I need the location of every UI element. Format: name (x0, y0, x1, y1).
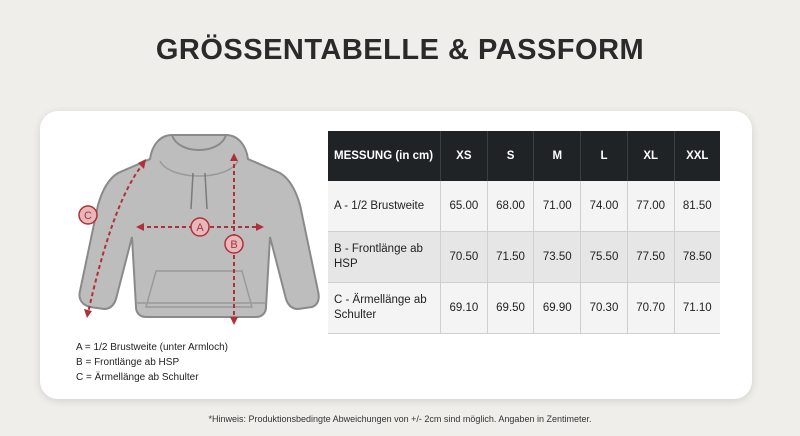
table-cell: 71.50 (487, 232, 534, 283)
table-cell: 77.00 (627, 181, 674, 232)
table-cell: 68.00 (487, 181, 534, 232)
hoodie-diagram (60, 121, 320, 336)
header-size-xs: XS (441, 131, 488, 181)
table-cell: 73.50 (534, 232, 581, 283)
row-label: C - Ärmellänge ab Schulter (328, 283, 441, 334)
table-cell: 75.50 (581, 232, 628, 283)
table-cell: 70.30 (581, 283, 628, 334)
header-size-l: L (581, 131, 628, 181)
size-table (328, 131, 720, 334)
row-label: B - Frontlänge ab HSP (328, 232, 441, 283)
header-size-xl: XL (627, 131, 674, 181)
table-cell: 70.50 (441, 232, 488, 283)
marker-b-label: B (230, 239, 238, 251)
header-measurement: MESSUNG (in cm) (328, 131, 441, 181)
table-row (328, 181, 720, 232)
table-row (328, 283, 720, 334)
header-size-s: S (487, 131, 534, 181)
table-cell: 71.00 (534, 181, 581, 232)
footnote: *Hinweis: Produktionsbedingte Abweichungen von +/- 2cm sind möglich. Angaben in Zentimeter. (208, 414, 592, 424)
page-title: GRÖSSENTABELLE & PASSFORM (155, 34, 645, 66)
legend-item-a: A = 1/2 Brustweite (unter Armloch) (76, 342, 229, 353)
table-cell: 69.50 (487, 283, 534, 334)
table-cell: 74.00 (581, 181, 628, 232)
table-cell: 78.50 (674, 232, 720, 283)
table-row (328, 232, 720, 283)
header-size-m: M (534, 131, 581, 181)
legend-item-c: C = Ärmellänge ab Schulter (76, 372, 199, 383)
table-cell: 65.00 (441, 181, 488, 232)
measurement-legend (76, 340, 228, 385)
table-cell: 69.90 (534, 283, 581, 334)
legend-item-b: B = Frontlänge ab HSP (76, 357, 180, 368)
size-chart-card (40, 111, 752, 399)
table-cell: 70.70 (627, 283, 674, 334)
table-cell: 71.10 (674, 283, 720, 334)
header-size-xxl: XXL (674, 131, 720, 181)
table-cell: 81.50 (674, 181, 720, 232)
table-cell: 77.50 (627, 232, 674, 283)
table-cell: 69.10 (441, 283, 488, 334)
table-header-row (328, 131, 720, 181)
marker-a-label: A (196, 222, 204, 234)
marker-c-label: C (84, 210, 92, 222)
row-label: A - 1/2 Brustweite (328, 181, 441, 232)
